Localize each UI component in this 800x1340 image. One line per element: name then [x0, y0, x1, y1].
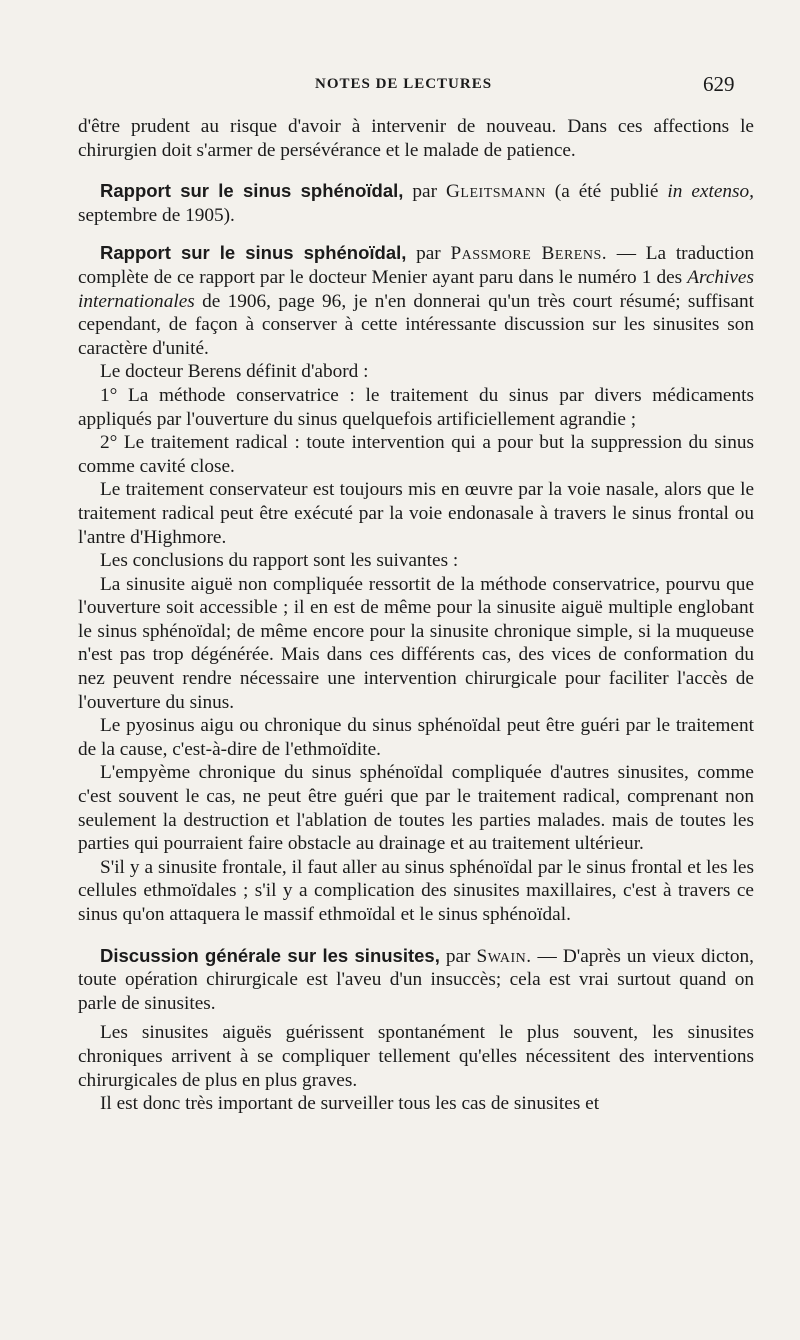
text-run: de 1906, page 96, je n'en donnerai qu'un très court résumé; suffisant cependant, de façon à conserver à cette intéressante discussion sur les sinusites son caractère d'unité. [78, 290, 754, 359]
paragraph-berens-report [78, 241, 754, 360]
text-run: par [406, 243, 451, 265]
author-name: Gleitsmann [446, 181, 546, 203]
page-number: 629 [703, 72, 735, 96]
paragraph: Les conclusions du rapport sont les suivantes : [100, 550, 459, 572]
paragraph: 1° La méthode conservatrice : le traitement du sinus par divers médicaments appliqués par l'ouverture du sinus quelquefois artificiellement agrandie ; [78, 384, 754, 430]
paragraph-continuation: d'être prudent au risque d'avoir à intervenir de nouveau. Dans ces affections le chirurgien doit s'armer de persévérance et le malade de patience. [78, 116, 754, 161]
paragraph: L'empyème chronique du sinus sphénoïdal compliquée d'autres sinusites, comme c'est souvent le cas, ne peut être guéri que par le traitement radical, comprenant non seulement la destruction et l'ablation de toutes les parties malades. mais de toutes les parties qui pourraient faire obstacle au drainage et au traitement ultérieur. [78, 762, 754, 855]
paragraph-swain-discussion [78, 944, 754, 1016]
body-text [78, 115, 754, 1116]
text-run: septembre de 1905). [78, 204, 235, 226]
paragraph: Le traitement conservateur est toujours mis en œuvre par la voie nasale, alors que le traitement radical peut être exécuté par la voie endonasale à travers le sinus frontal ou l'antre d'Highmore. [78, 479, 754, 548]
section-title: Rapport sur le sinus sphénoïdal, [100, 242, 407, 264]
paragraph-gleitsmann-report [78, 179, 754, 227]
text-run: par [403, 181, 446, 203]
text-run: par [439, 945, 477, 967]
paragraph: Les sinusites aiguës guérissent spontanément le plus souvent, les sinusites chroniques arrivent à se compliquer tellement qu'elles nécessitent des interventions chirurgicales de plus en plus graves. [78, 1022, 754, 1091]
paragraph: Le pyosinus aigu ou chronique du sinus sphénoïdal peut être guéri par le traitement de la cause, c'est-à-dire de l'ethmoïdite. [78, 715, 754, 760]
italic-text: in extenso, [667, 181, 754, 203]
text-run: — D'après un vieux dicton, toute opération chirurgicale est l'aveu d'un insuccès; cela est vrai surtout quand on parle de sinusites. [78, 945, 754, 1014]
paragraph: Il est donc très important de surveiller tous les cas de sinusites et [100, 1093, 600, 1115]
paragraph: Le docteur Berens définit d'abord : [100, 361, 369, 383]
author-name: Passmore Berens. [450, 243, 608, 265]
running-header [0, 70, 800, 100]
paragraph: 2° Le traitement radical : toute intervention qui a pour but la suppression du sinus comme cavité close. [78, 432, 754, 477]
paragraph: S'il y a sinusite frontale, il faut aller au sinus sphénoïdal par le sinus frontal et les les cellules ethmoïdales ; s'il y a complication des sinusites maxillaires, c'est à travers ce sinus qu'on attaquera le massif ethmoïdal et le sinus sphénoïdal. [78, 856, 754, 925]
author-name: Swain. [476, 945, 532, 967]
paragraph: La sinusite aiguë non compliquée ressortit de la méthode conservatrice, pourvu que l'ouverture soit accessible ; il en est de même pour la sinusite aiguë multiple englobant le sinus sphénoïdal; de même encore pour la sinusite chronique simple, si la muqueuse n'est pas trop dégénérée. Mais dans ces différents cas, des vices de conformation du nez peuvent rendre nécessaire une intervention chirurgicale pour faciliter l'accès de l'ouverture du sinus. [78, 573, 754, 713]
section-title: Discussion générale sur les sinusites, [100, 944, 440, 966]
italic-text: Archives internationales [78, 266, 754, 312]
text-run: — La traduction complète de ce rapport par le docteur Menier ayant paru dans le numéro 1 des [78, 243, 754, 288]
running-title: NOTES DE LECTURES [315, 76, 493, 92]
section-title: Rapport sur le sinus sphénoïdal, [100, 180, 404, 202]
text-run: (a été publié [545, 181, 668, 203]
